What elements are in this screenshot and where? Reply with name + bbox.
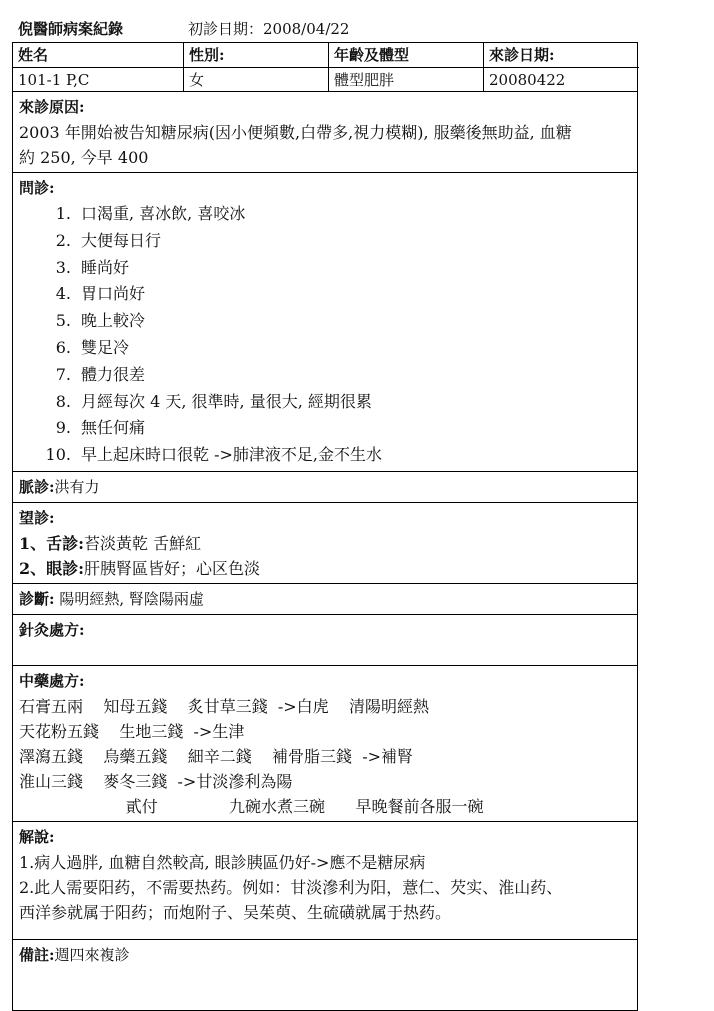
pulse-section <box>12 471 638 502</box>
reason-text-line: 2003 年開始被告知糖尿病(因小便頻數,白帶多,視力模糊), 服藥後無助益, 血糖 <box>19 123 572 142</box>
herbal-section <box>12 665 638 821</box>
patient-info-header-row <box>13 43 637 67</box>
diagnosis-label: 診斷: <box>19 589 55 608</box>
inquiry-label: 問診: <box>19 179 55 197</box>
age-build-header: 年齡及體型 <box>329 43 484 67</box>
pulse-label: 脈診: <box>19 477 55 496</box>
acupuncture-section <box>12 614 638 665</box>
tongue-label: 1、舌診: <box>19 533 85 553</box>
pulse-text: 洪有力 <box>54 477 100 496</box>
list-item: 9. 無任何痛 <box>55 418 146 438</box>
herbal-line: 石膏五兩 知母五錢 炙甘草三錢 ->白虎 清陽明經熱 <box>19 696 430 716</box>
herbal-label: 中藥處方: <box>19 671 85 690</box>
case-record-sheet <box>12 16 638 1011</box>
visit-date-value: 20080422 <box>484 67 639 91</box>
list-item: 1. 口渴重, 喜冰飲, 喜咬冰 <box>55 204 246 223</box>
eye-text: 肝胰腎區皆好；心区色淡 <box>84 558 261 578</box>
list-item: 10. 早上起床時口很乾 ->肺津液不足,金不生水 <box>45 445 382 465</box>
observation-label: 望診: <box>19 508 55 527</box>
reason-text-line: 約 250, 今早 400 <box>19 148 149 167</box>
name-value: 101-1 P,C <box>13 67 184 91</box>
notes-section <box>12 939 638 1011</box>
herbal-line: 澤瀉五錢 烏藥五錢 細辛二錢 補骨脂三錢 ->補腎 <box>19 746 414 766</box>
herbal-line: 淮山三錢 麥冬三錢 ->甘淡滲利為陽 <box>19 771 293 791</box>
list-item: 7. 體力很差 <box>55 364 146 384</box>
record-title: 倪醫師病案紀錄 <box>18 20 124 38</box>
eye-label: 2、眼診: <box>19 558 85 578</box>
age-build-value: 體型肥胖 <box>329 67 484 91</box>
inquiry-section <box>12 172 638 471</box>
sex-header: 性別: <box>184 43 329 67</box>
herbal-line: 貳付 九碗水煮三碗 早晚餐前各服一碗 <box>19 796 484 816</box>
reason-section <box>12 91 638 172</box>
acupuncture-label: 針灸處方: <box>19 620 85 639</box>
reason-label: 來診原因: <box>19 98 85 116</box>
tongue-text: 苔淡黃乾 舌鮮紅 <box>84 533 202 553</box>
explanation-line: 2.此人需要阳药，不需要热药。例如：甘淡滲利为阳，薏仁、芡实、淮山药、 <box>19 877 563 897</box>
explanation-line: 1.病人過胖, 血糖自然較高, 眼診胰區仍好->應不是糖尿病 <box>19 852 426 872</box>
first-visit-date: 初診日期：2008/04/22 <box>188 20 350 38</box>
explanation-label: 解說: <box>19 827 55 846</box>
notes-text: 週四來複診 <box>54 945 130 964</box>
sex-value: 女 <box>184 67 329 91</box>
explanation-line: 西洋参就属于阳药；而炮附子、吴茱萸、生硫磺就属于热药。 <box>19 902 452 922</box>
patient-info-value-row <box>13 67 637 91</box>
diagnosis-text: 陽明經熱, 腎陰陽兩虛 <box>54 589 204 608</box>
diagnosis-section <box>12 583 638 614</box>
visit-date-header: 來診日期: <box>489 46 555 64</box>
patient-info-table <box>12 42 638 91</box>
explanation-section <box>12 821 638 939</box>
list-item: 6. 雙足冷 <box>55 337 130 357</box>
list-item: 8. 月經每次 4 天, 很準時, 量很大, 經期很累 <box>55 391 372 411</box>
observation-section <box>12 502 638 583</box>
list-item: 3. 睡尚好 <box>55 257 130 277</box>
list-item: 2. 大便每日行 <box>55 230 162 250</box>
notes-label: 備註: <box>19 945 55 964</box>
record-header <box>12 16 638 42</box>
inquiry-list <box>19 201 631 469</box>
herbal-line: 天花粉五錢 生地三錢 ->生津 <box>19 721 245 741</box>
list-item: 5. 晚上較冷 <box>55 311 146 331</box>
name-header: 姓名 <box>13 43 184 67</box>
list-item: 4. 胃口尚好 <box>55 284 146 304</box>
